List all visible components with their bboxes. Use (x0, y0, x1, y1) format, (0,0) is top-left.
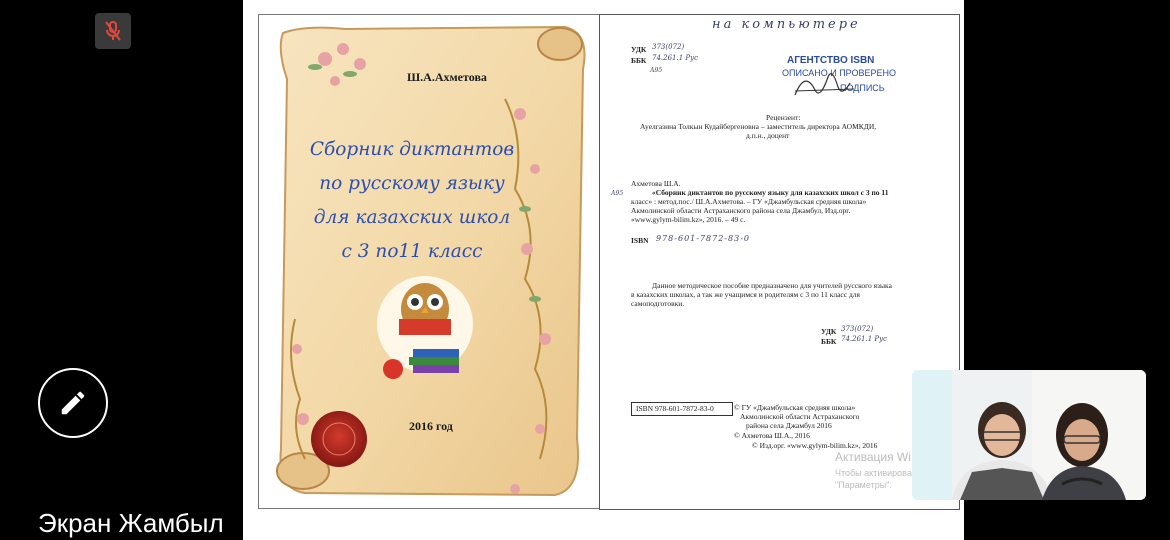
bibliographic-info-page (599, 14, 960, 510)
biblio-author: Ахметова Ш.А. (631, 179, 681, 188)
reviewer-label: Рецензент: (766, 113, 801, 122)
udk-handwritten-2: 373(072) (841, 325, 874, 333)
copyright-line: © ГУ «Джамбульская средняя школа» (734, 403, 856, 412)
copyright-line: Акмолинской области Астраханского (740, 412, 860, 421)
stamp-line: ОПИСАНО И ПРОВЕРЕНО (782, 68, 896, 78)
udk-handwritten: 373(072) (652, 43, 685, 51)
abstract-line: самоподготовки. (631, 299, 685, 308)
cover-title (307, 133, 517, 269)
bbk-handwritten-2: 74.261.1 Рус (841, 335, 888, 343)
abstract-line: Данное методическое пособие предназначено для учителей русского языка (652, 281, 892, 290)
book-cover-page (258, 14, 603, 509)
windows-activation-watermark (835, 450, 912, 490)
microphone-muted-icon (103, 20, 123, 42)
bbk-label: ББК (631, 56, 647, 65)
bbk-handwritten: 74.261.1 Рус (652, 54, 699, 62)
biblio-line: класс» : метод.пос./ Ш.А.Ахметова. – ГУ «Джамбульская средняя школа» (631, 197, 867, 206)
bbk-label-2: ББК (821, 337, 837, 346)
biblio-line: «Сборник диктантов по русскому языку для казахских школ с 3 по 11 (652, 188, 889, 197)
participant-video-feed (912, 370, 1146, 500)
pencil-icon (58, 388, 88, 418)
annotate-button[interactable] (38, 368, 108, 438)
margin-code: А95 (611, 190, 624, 197)
abstract-line: в казахских школах, а так же учащимся и родителям с 3 по 11 класс для (631, 290, 860, 299)
handwritten-note: на компьютере (712, 17, 861, 32)
copyright-line: © Ахметова Ш.А., 2016 (734, 431, 810, 440)
cover-title-line: Сборник диктантов (309, 139, 515, 160)
biblio-line: «www.gylym-bilim.kz», 2016. – 49 с. (631, 215, 746, 224)
reviewer-line: Ауелгазина Толкын Кудайбергеновна – заместитель директора АОМКДИ, (640, 122, 877, 131)
stamp-line: АГЕНТСТВО ISBN (787, 55, 875, 66)
bbk-handwritten-code: А95 (650, 67, 663, 74)
copyright-line: © Изд.орг. «www.gylym-bilim.kz», 2016 (752, 441, 878, 450)
microphone-muted-button[interactable] (95, 13, 131, 49)
signature-scribble (790, 65, 860, 101)
screen-share-owner-label: Экран Жамбыл (38, 508, 224, 538)
stamp-line: ПОДПИСЬ (840, 83, 885, 93)
isbn-box: ISBN 978-601-7872-83-0 (631, 402, 733, 416)
copyright-line: района села Джамбул 2016 (746, 421, 832, 430)
reviewer-line: д.п.н., доцент (746, 131, 790, 140)
watermark-line: Активация Wi (835, 450, 911, 464)
cover-year: 2016 год (409, 419, 453, 433)
watermark-line: Чтобы активирова (835, 468, 912, 478)
watermark-line: "Параметры". (835, 480, 892, 490)
biblio-line: Акмолинской области Астраханского района села Джамбул, Изд.орг. (631, 206, 851, 215)
cover-title-line: для казахских школ (313, 207, 511, 228)
participant-video-tile[interactable] (912, 370, 1146, 500)
isbn-label: ISBN (631, 236, 649, 245)
isbn-handwritten: 978-601-7872-83-0 (656, 234, 750, 243)
cover-author: Ш.А.Ахметова (407, 70, 487, 84)
isbn-agency-stamp (780, 53, 910, 103)
udk-label-2: УДК (821, 327, 837, 336)
udk-label: УДК (631, 45, 647, 54)
cover-title-line: с 3 по11 класс (341, 241, 483, 262)
cover-title-line: по русскому языку (319, 173, 505, 194)
